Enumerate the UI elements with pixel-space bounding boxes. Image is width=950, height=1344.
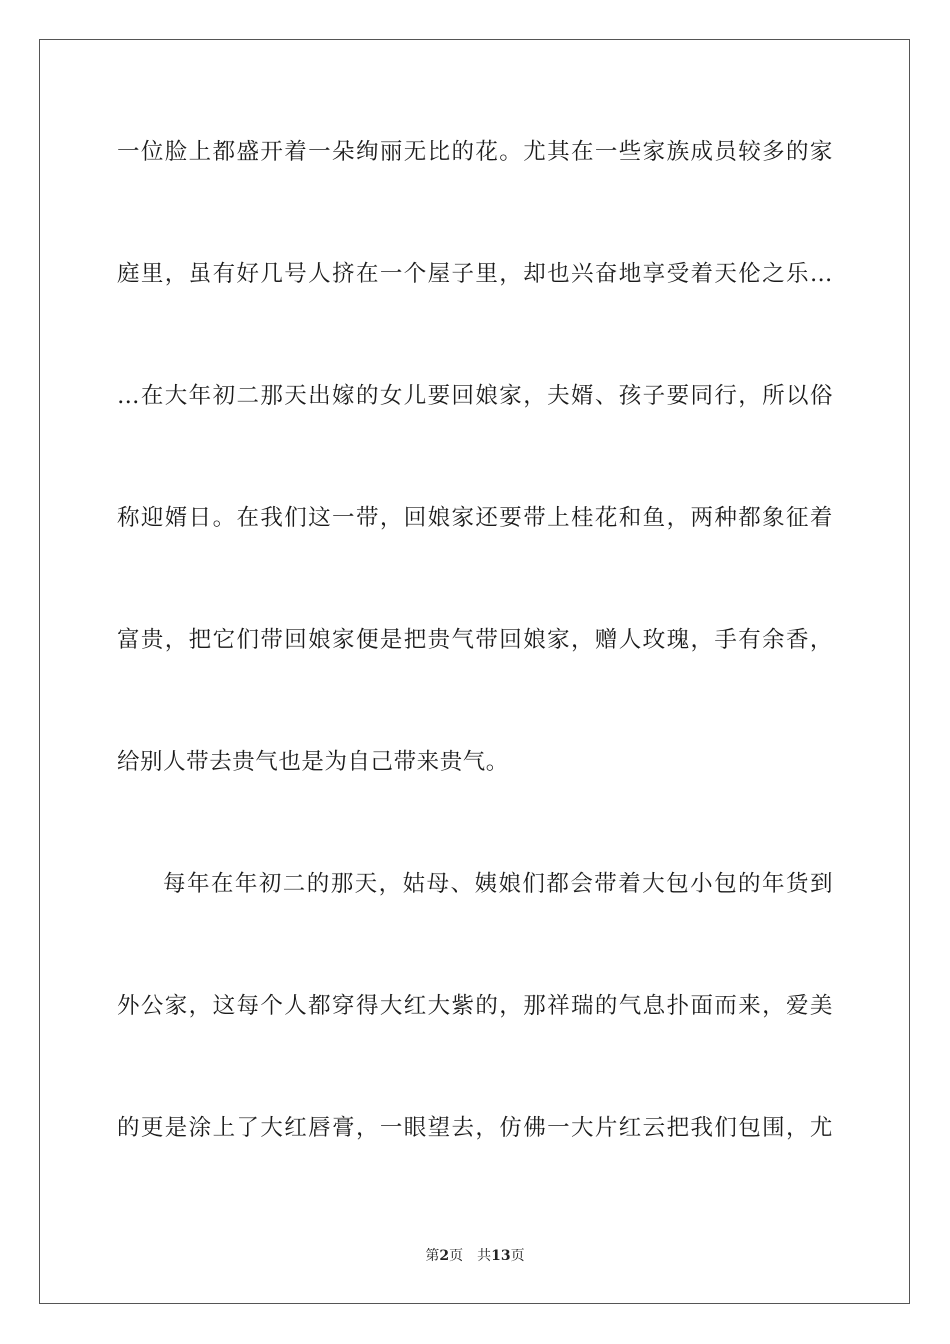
- body-line-2: 庭里，虽有好几号人挤在一个屋子里，却也兴奋地享受着天伦之乐…: [117, 261, 833, 287]
- total-prefix: 共: [477, 1248, 492, 1264]
- body-line-9: 的更是涂上了大红唇膏，一眼望去，仿佛一大片红云把我们包围，尤: [117, 1115, 833, 1141]
- page-suffix: 页: [449, 1248, 464, 1264]
- total-pages: 13: [491, 1248, 511, 1264]
- total-suffix: 页: [510, 1248, 525, 1264]
- body-line-5: 富贵，把它们带回娘家便是把贵气带回娘家，赠人玫瑰，手有余香，: [117, 627, 833, 653]
- body-line-1: 一位脸上都盛开着一朵绚丽无比的花。尤其在一些家族成员较多的家: [117, 139, 833, 165]
- body-line-7: 每年在年初二的那天，姑母、姨娘们都会带着大包小包的年货到: [163, 871, 833, 897]
- body-line-4: 称迎婿日。在我们这一带，回娘家还要带上桂花和鱼，两种都象征着: [117, 505, 833, 531]
- page-footer: [0, 1247, 950, 1265]
- body-line-6: 给别人带去贵气也是为自己带来贵气。: [117, 749, 509, 775]
- body-line-3: …在大年初二那天出嫁的女儿要回娘家，夫婿、孩子要同行，所以俗: [117, 383, 833, 409]
- page-prefix: 第: [425, 1248, 440, 1264]
- body-line-8: 外公家，这每个人都穿得大红大紫的，那祥瑞的气息扑面而来，爱美: [117, 993, 833, 1019]
- page-number: 2: [439, 1248, 450, 1264]
